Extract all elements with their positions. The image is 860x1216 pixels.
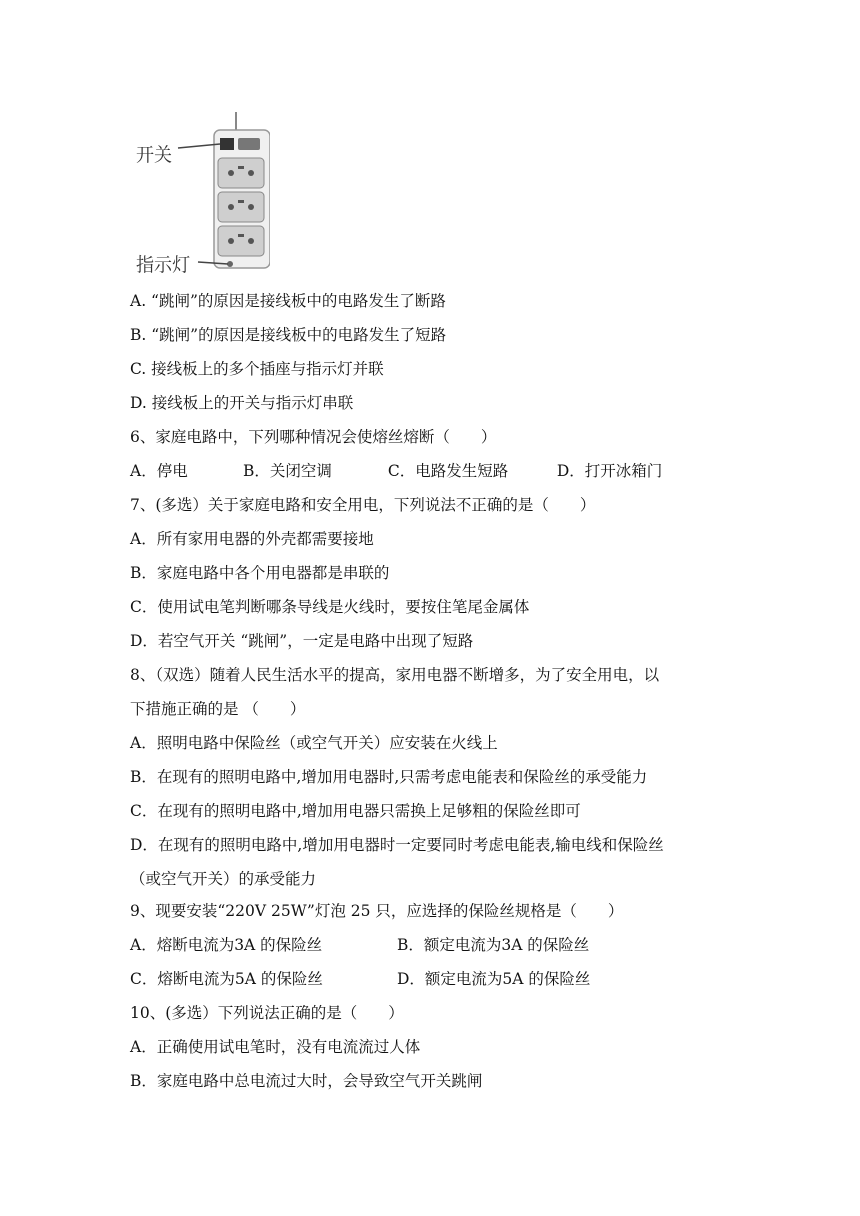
q6-option-b: B．关闭空调 (242, 462, 332, 480)
q8-option-d-line-2: （或空气开关）的承受能力 (130, 870, 317, 888)
q7-option-d: D．若空气开关 “跳闸”，一定是电路中出现了短路 (130, 632, 474, 650)
question-8-line-1: 8、（双选）随着人民生活水平的提高，家用电器不断增多，为了安全用电，以 (130, 666, 660, 684)
q7-option-c: C．使用试电笔判断哪条导线是火线时，要按住笔尾金属体 (130, 598, 530, 616)
question-7: 7、(多选）关于家庭电路和安全用电，下列说法不正确的是（ ） (130, 496, 596, 514)
q9-options-row-2 (130, 969, 590, 989)
q5-option-a: A. “跳闸”的原因是接线板中的电路发生了断路 (130, 292, 446, 310)
power-strip-figure (130, 104, 270, 276)
q8-option-b: B．在现有的照明电路中,增加用电器时,只需考虑电能表和保险丝的承受能力 (130, 768, 648, 786)
q5-option-c: C. 接线板上的多个插座与指示灯并联 (130, 360, 384, 378)
question-8-line-2: 下措施正确的是 （ ） (130, 700, 306, 718)
q10-option-a: A．正确使用试电笔时，没有电流流过人体 (130, 1038, 421, 1056)
q6-option-c: C．电路发生短路 (387, 462, 509, 480)
q8-option-a: A．照明电路中保险丝（或空气开关）应安装在火线上 (130, 734, 498, 752)
q7-option-b: B．家庭电路中各个用电器都是串联的 (130, 564, 390, 582)
q6-option-d: D．打开冰箱门 (556, 462, 663, 480)
question-6: 6、家庭电路中，下列哪种情况会使熔丝熔断（ ） (130, 428, 497, 446)
switch-label: 开关 (136, 144, 173, 166)
question-10: 10、(多选）下列说法正确的是（ ） (130, 1004, 404, 1022)
q8-option-c: C．在现有的照明电路中,增加用电器只需换上足够粗的保险丝即可 (130, 802, 581, 820)
q7-option-a: A．所有家用电器的外壳都需要接地 (130, 530, 374, 548)
q6-options-row (130, 461, 662, 481)
q8-option-d-line-1: D．在现有的照明电路中,增加用电器时一定要同时考虑电能表,输电线和保险丝 (130, 836, 664, 854)
q9-options-row-1 (130, 935, 589, 955)
q9-option-d: D．额定电流为5A 的保险丝 (396, 970, 591, 988)
q10-option-b: B．家庭电路中总电流过大时，会导致空气开关跳闸 (130, 1072, 483, 1090)
q5-option-d: D. 接线板上的开关与指示灯串联 (130, 394, 354, 412)
q9-option-c: C．熔断电流为5A 的保险丝 (130, 970, 323, 988)
q6-option-a: A．停电 (130, 462, 188, 480)
indicator-light-label: 指示灯 (136, 254, 191, 276)
q9-option-b: B．额定电流为3A 的保险丝 (396, 936, 590, 954)
q5-option-b: B. “跳闸”的原因是接线板中的电路发生了短路 (130, 326, 447, 344)
question-9: 9、现要安装“220V 25W”灯泡 25 只，应选择的保险丝规格是（ ） (130, 902, 624, 920)
q9-option-a: A．熔断电流为3A 的保险丝 (130, 936, 323, 954)
